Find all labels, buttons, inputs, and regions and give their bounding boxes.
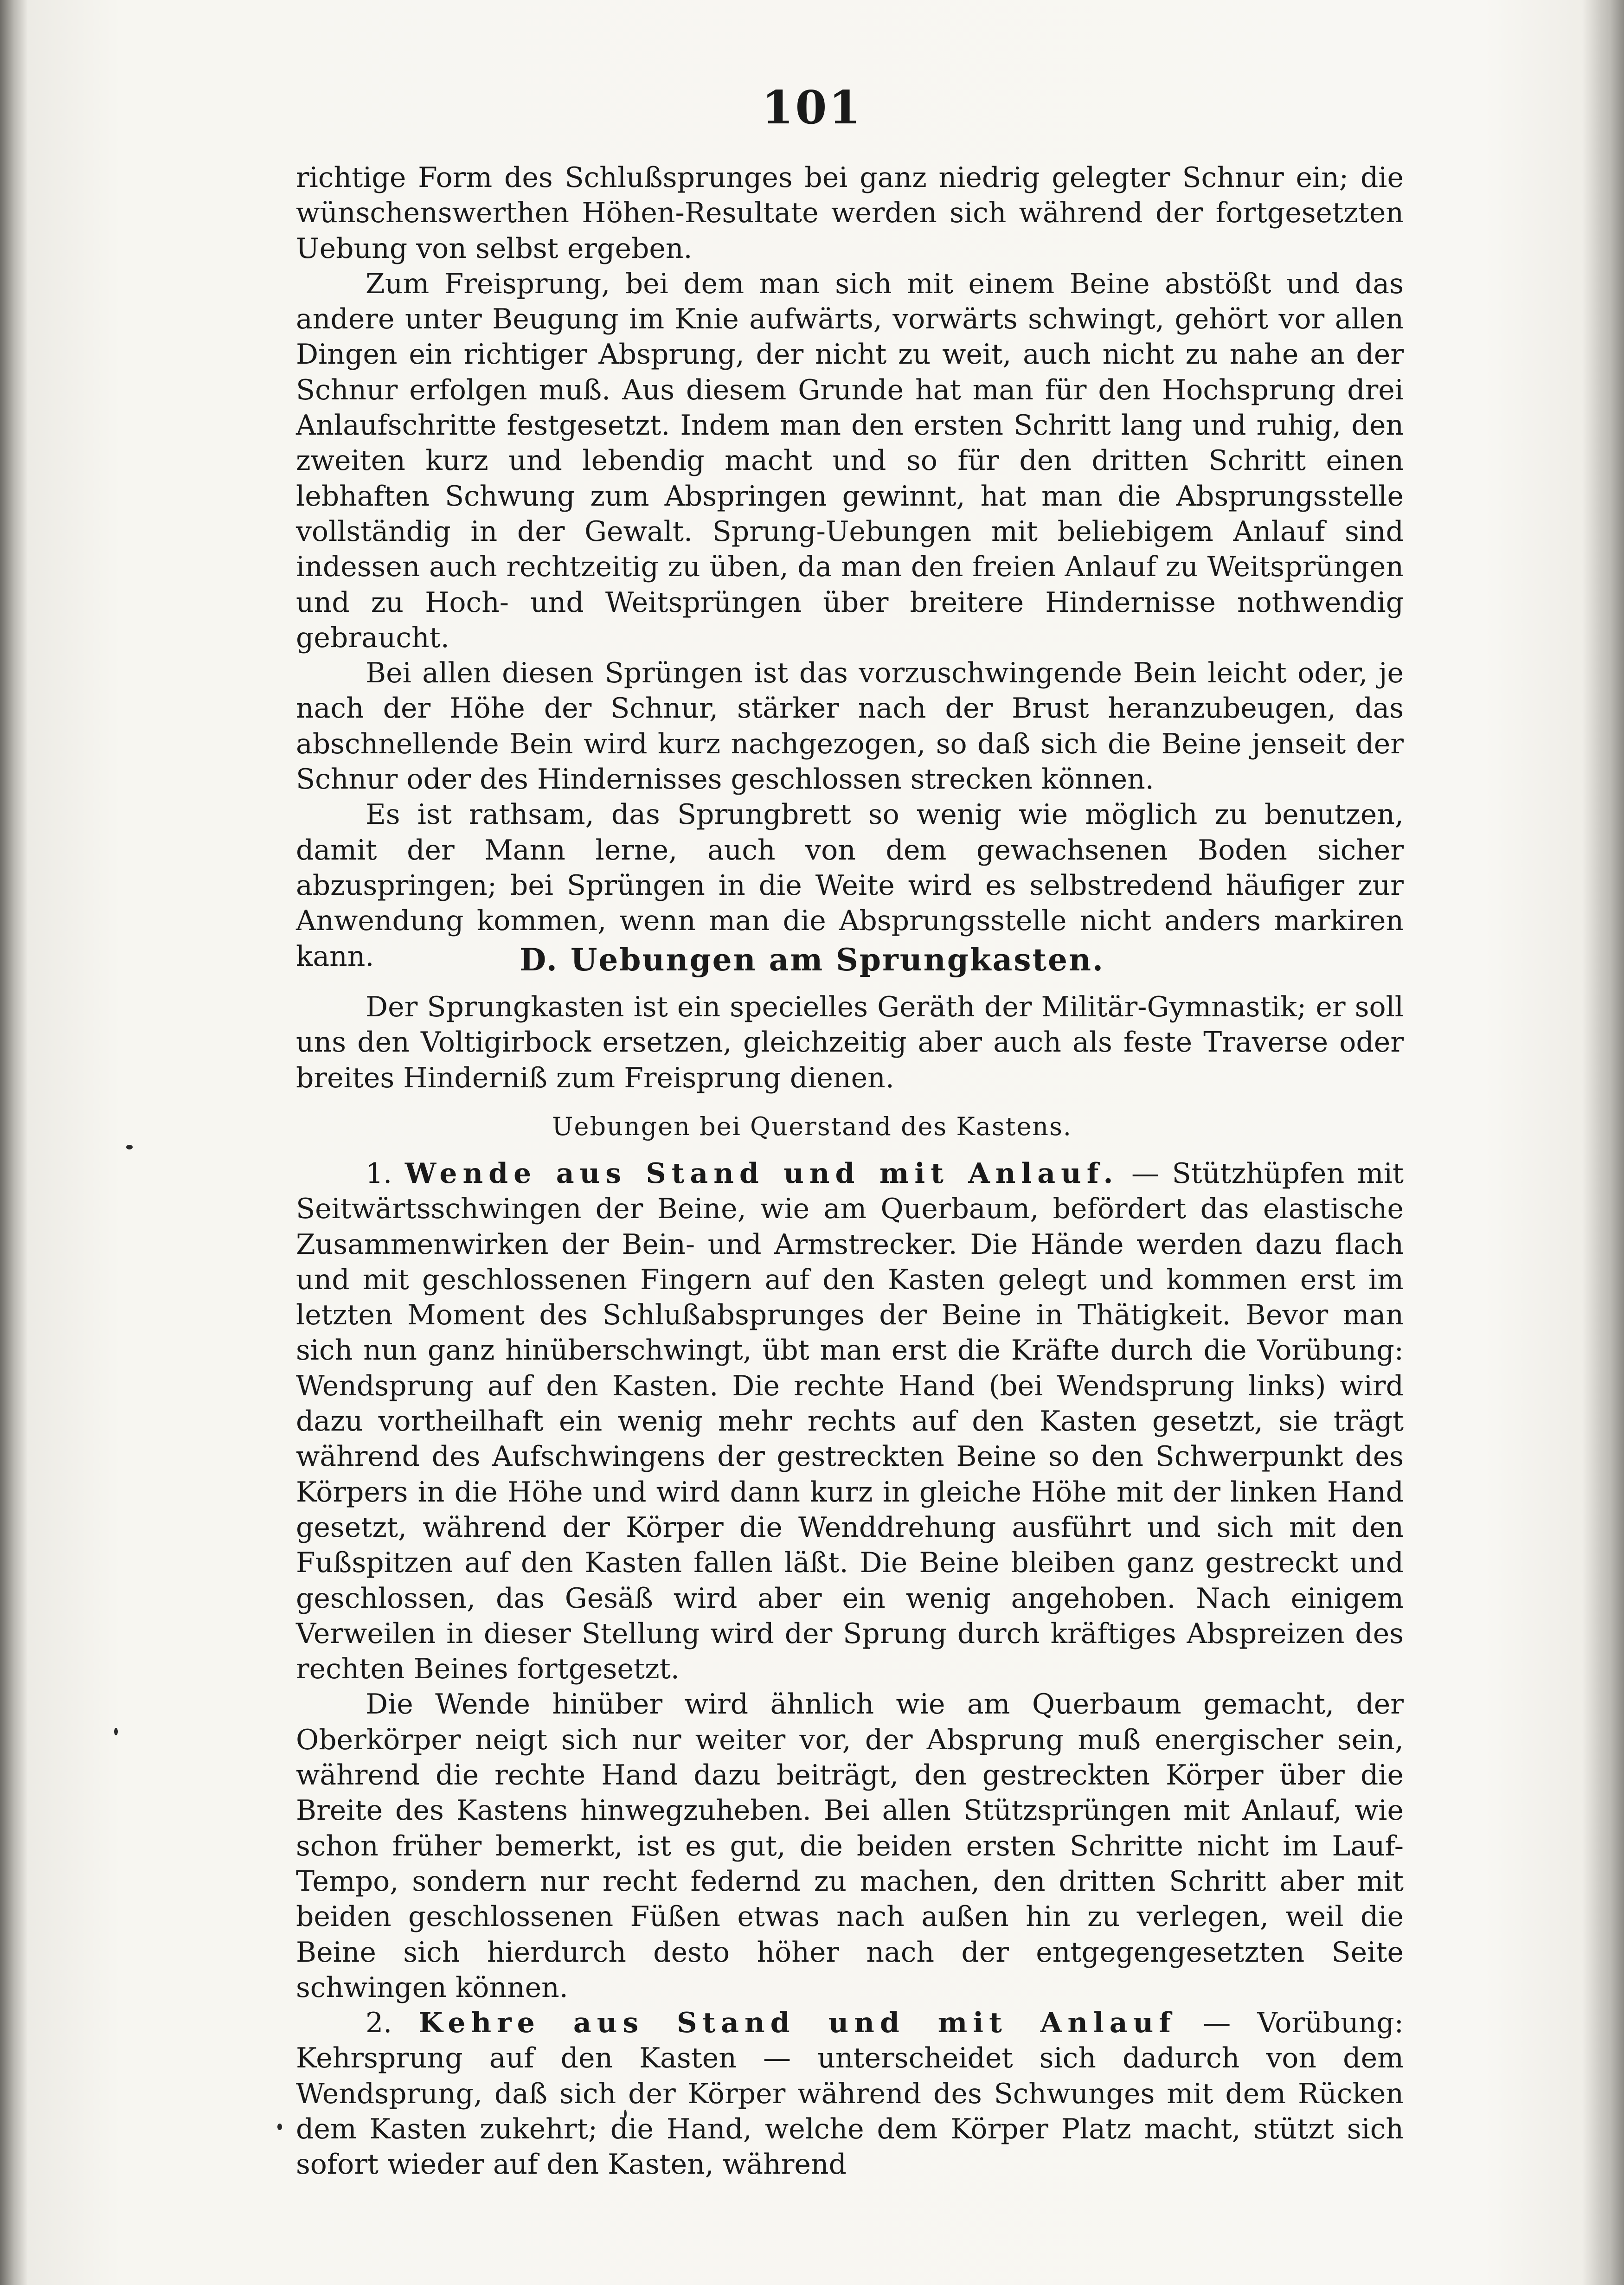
exercise-title: Wende aus Stand und mit Anlauf.: [404, 1157, 1119, 1190]
page-number: 101: [762, 81, 862, 135]
page-binding-shadow: [0, 0, 28, 2285]
page-right-edge-shadow: [1582, 0, 1624, 2285]
exercise-number: 1.: [366, 1157, 392, 1190]
exercise-2: [296, 2005, 1404, 2182]
exercise-text: — Stützhüpfen mit Seitwärtsschwingen der Beine, wie am Querbaum, befördert das elastische Zusammenwirken der Bein- und Armstrecker. Die Hände werden dazu flach und mit geschlossenen Fingern auf den Kasten gelegt und kommen erst im letzten Moment des Schlußabsprunges der Beine in Thätigkeit. Bevor man sich nun ganz hinüberschwingt, übt man erst die Kräfte durch die Vorübung: Wendsprung auf den Kasten. Die rechte Hand (bei Wendsprung links) wird dazu vortheilhaft ein wenig mehr rechts auf den Kasten gesetzt, sie trägt während des Aufschwingens der gestreckten Beine so den Schwerpunkt des Körpers in die Höhe und wird dann kurz in gleiche Höhe mit der linken Hand gesetzt, während der Körper die Wenddrehung ausführt und sich mit den Fußspitzen auf den Kasten fallen läßt. Die Beine bleiben ganz gestreckt und geschlossen, das Gesäß wird aber ein wenig angehoben. Nach einigem Verweilen in dieser Stellung wird der Sprung durch kräftiges Abspreizen des rechten Beines fortgesetzt.: [296, 1157, 1404, 1686]
exercise-number: 2.: [366, 2007, 392, 2040]
exercise-title: Kehre aus Stand und mit Anlauf: [418, 2007, 1177, 2040]
paragraph: Die Wende hinüber wird ähnlich wie am Querbaum gemacht, der Oberkörper neigt sich nur weiter vor, der Absprung muß energischer sein, während die rechte Hand dazu beiträgt, den gestreckten Körper über die Breite des Kastens hinwegzuheben. Bei allen Stützsprüngen mit Anlauf, wie schon früher bemerkt, ist es gut, die beiden ersten Schritte nicht im Lauf-Tempo, sondern nur recht federnd zu machen, den dritten Schritt aber mit beiden geschlossenen Füßen etwas nach außen hin zu verlegen, weil die Beine sich hierdurch desto höher nach der entgegengesetzten Seite schwingen können.: [296, 1688, 1404, 2004]
paragraph: richtige Form des Schlußsprunges bei ganz niedrig gelegter Schnur ein; die wünschenswerthen Höhen-Resultate werden sich während der fortgesetzten Uebung von selbst ergeben.: [296, 161, 1404, 265]
paragraph: Zum Freisprung, bei dem man sich mit einem Beine abstößt und das andere unter Beugung im Knie aufwärts, vorwärts schwingt, gehört vor allen Dingen ein richtiger Absprung, der nicht zu weit, auch nicht zu nahe an der Schnur erfolgen muß. Aus diesem Grunde hat man für den Hochsprung drei Anlaufschritte festgesetzt. Indem man den ersten Schritt lang und ruhig, den zweiten kurz und lebendig macht und so für den dritten Schritt einen lebhaften Schwung zum Abspringen gewinnt, hat man die Absprungsstelle vollständig in der Gewalt. Sprung-Uebungen mit beliebigem Anlauf sind indessen auch rechtzeitig zu üben, da man den freien Anlauf zu Weitsprüngen und zu Hoch- und Weitsprüngen über breitere Hindernisse nothwendig gebraucht.: [296, 267, 1404, 654]
print-speck: [114, 1728, 118, 1735]
paragraph: Bei allen diesen Sprüngen ist das vorzuschwingende Bein leicht oder, je nach der Höhe der Schnur, stärker nach der Brust heranzubeugen, das abschnellende Bein wird kurz nachgezogen, so daß sich die Beine jenseit der Schnur oder des Hindernisses geschlossen strecken können.: [296, 657, 1404, 796]
exercises-block: [296, 1156, 1404, 2182]
section-intro: Der Sprungkasten ist ein specielles Geräth der Militär-Gymnastik; er soll uns den Voltigirbock ersetzen, gleichzeitig aber auch als feste Traverse oder breites Hinderniß zum Freisprung dienen.: [296, 991, 1404, 1094]
print-speck: [277, 2124, 282, 2130]
exercise-1: [296, 1156, 1404, 1687]
sub-heading: Uebungen bei Querstand des Kastens.: [552, 1112, 1072, 1141]
paragraph: Es ist rathsam, das Sprungbrett so wenig wie möglich zu benutzen, damit der Mann lerne, auch von dem gewachsenen Boden sicher abzuspringen; bei Sprüngen in die Weite wird es selbstredend häufiger zur Anwendung kommen, wenn man die Absprungsstelle nicht anders markiren kann.: [296, 798, 1404, 973]
print-speck: [126, 1145, 133, 1149]
section-intro-block: [296, 989, 1404, 1096]
exercise-text: — Vorübung: Kehrsprung auf den Kasten — unterscheidet sich dadurch von dem Wendsprung, daß sich der Körper während des Schwunges mit dem Rücken dem Kasten zukehrt; die Hand, welche dem Körper Platz macht, stützt sich sofort wieder auf den Kasten, während: [296, 2007, 1404, 2181]
section-heading: D. Uebungen am Sprungkasten.: [520, 942, 1104, 978]
body-text-top: [296, 160, 1404, 974]
